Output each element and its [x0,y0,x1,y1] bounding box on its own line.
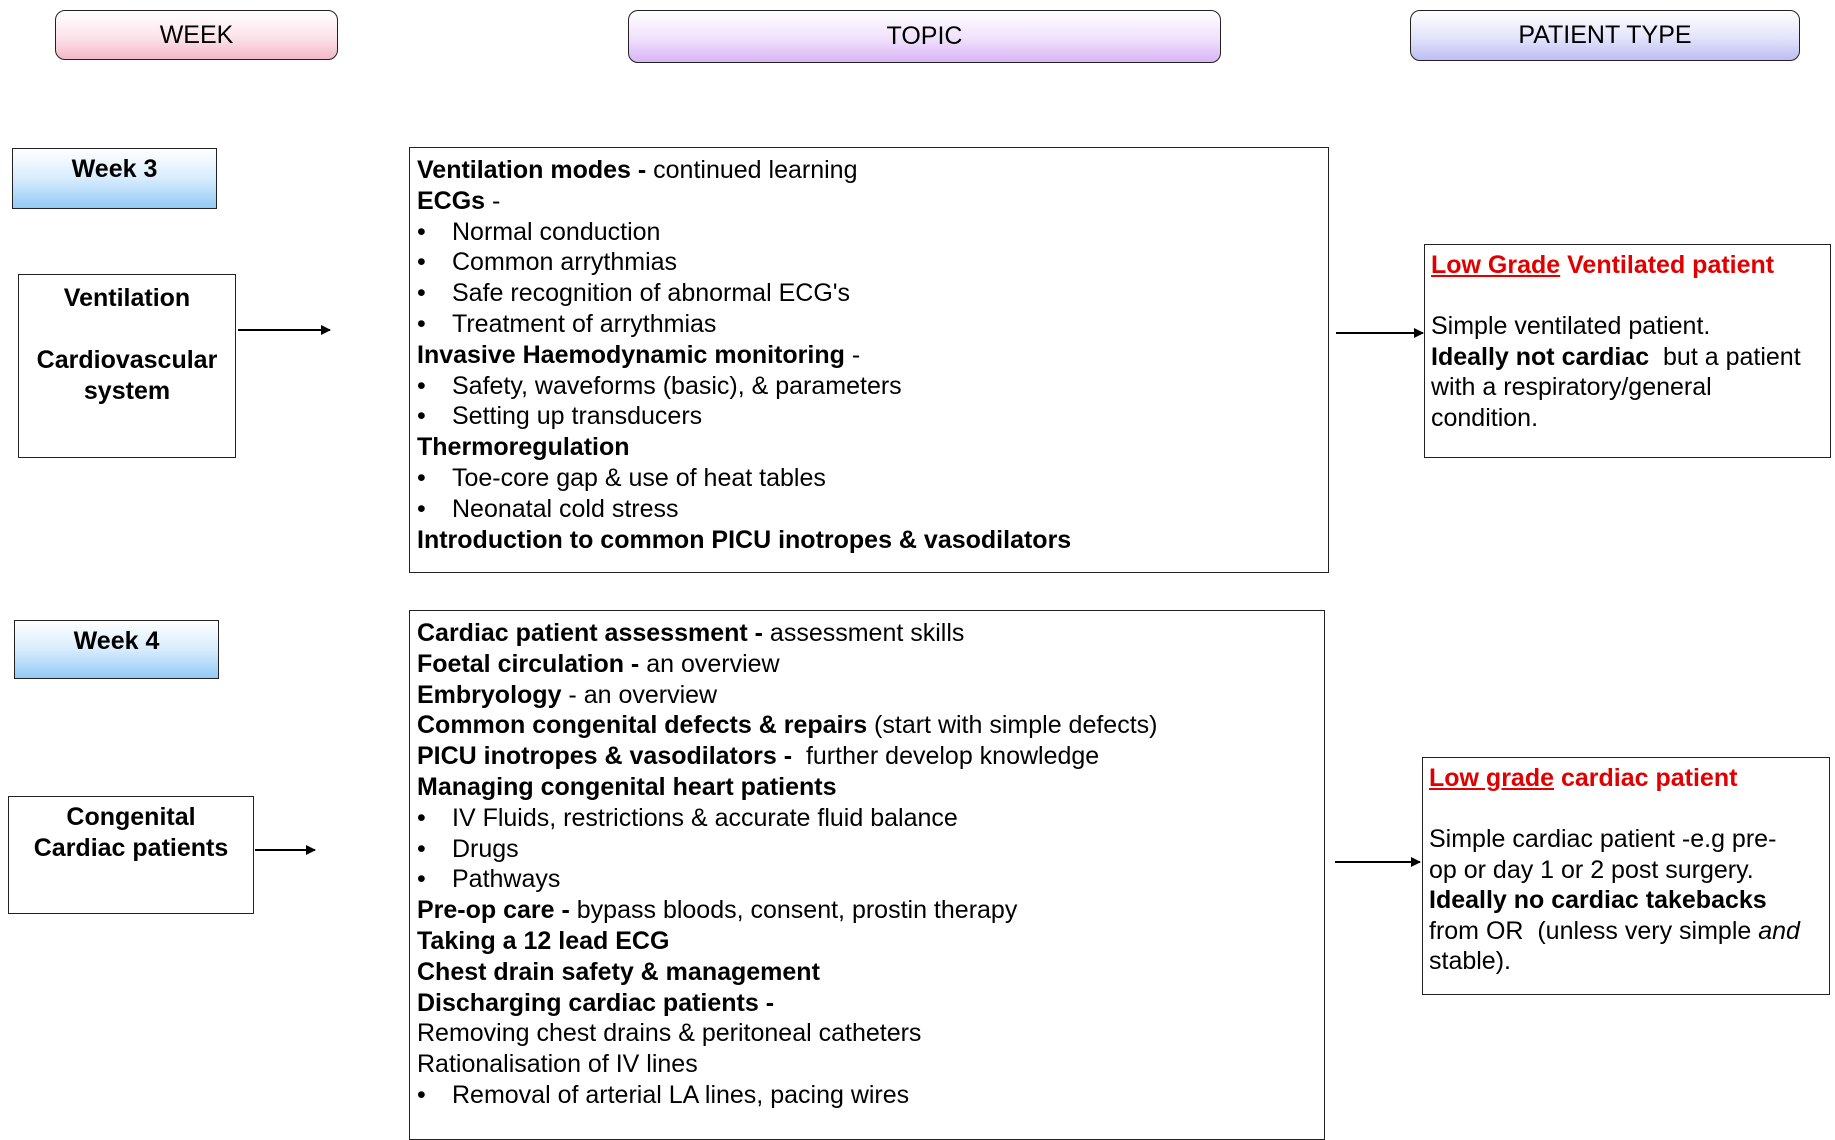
topic-heading: Discharging cardiac patients - [417,988,775,1017]
topic-heading: Taking a 12 lead ECG [417,926,670,955]
topic-line [417,926,1324,957]
header-topic: TOPIC [628,10,1221,63]
patient-type: Ventilated patient [1560,251,1775,279]
topic-heading: Chest drain safety & management [417,957,820,986]
header-patient-type: PATIENT TYPE [1410,10,1800,61]
patient-desc-line: stable). [1429,947,1511,975]
patient-title [1431,250,1830,281]
topic-text: Common arrythmias [452,248,678,277]
category-line: system [83,377,171,405]
topic-bullet-item [417,864,1324,895]
bullet-icon: • [417,402,426,431]
category-line: Cardiovascular [36,346,218,374]
topic-line [417,772,1324,803]
bullet-icon: • [417,279,426,308]
topic-text: Neonatal cold stress [452,494,679,523]
topic-bullet-item [417,834,1324,865]
topic-line [417,957,1324,988]
patient-desc-bold: Ideally not cardiac [1431,342,1650,371]
topic-heading: Invasive Haemodynamic monitoring [417,340,845,369]
week-4-label: Week 4 [14,620,219,679]
topic-bullet-item [417,463,1328,494]
topic-line [417,340,1328,371]
topic-bullet-item [417,309,1328,340]
topic-text: Pathways [452,865,561,894]
topic-bullet-item [417,217,1328,248]
bullet-icon: • [417,834,426,863]
topic-bullet-item [417,803,1324,834]
topic-line [417,525,1328,556]
topic-line [417,1049,1324,1080]
topic-text: assessment skills [769,619,965,647]
topic-text: Rationalisation of IV lines [417,1050,698,1079]
patient-desc-line [1431,342,1830,373]
topic-heading: Introduction to common PICU inotropes & vasodilators [417,525,1072,554]
topic-bullet-item [417,1080,1324,1111]
week-3-label: Week 3 [12,148,217,209]
patient-desc-line [1429,885,1829,916]
bullet-icon: • [417,803,426,832]
topic-line [417,1018,1324,1049]
topic-line [417,618,1324,649]
topic-text: Removal of arterial LA lines, pacing wires [452,1080,910,1109]
week-4-patient-box [1422,757,1830,995]
bullet-icon: • [417,494,426,523]
topic-text: an overview [646,649,780,678]
bullet-icon: • [417,248,426,277]
patient-desc-rest: from OR (unless very simple [1429,916,1759,945]
topic-bullet-item [417,371,1328,402]
patient-desc-line [1429,916,1829,947]
topic-text: Toe-core gap & use of heat tables [452,463,826,492]
topic-text: bypass bloods, consent, prostin therapy [576,896,1018,925]
topic-heading: Foetal circulation - [417,649,647,678]
topic-text: further develop knowledge [799,742,1100,771]
week-3-patient-box [1424,244,1831,458]
patient-desc-bold: Ideally no cardiac takebacks [1429,886,1767,914]
topic-line [417,895,1324,926]
topic-text: continued learning [653,156,858,184]
topic-text: Normal conduction [452,217,661,246]
bullet-icon: • [417,217,426,246]
patient-desc-line: condition. [1431,403,1539,432]
topic-heading: Thermoregulation [417,433,630,462]
topic-text: Removing chest drains & peritoneal catheters [417,1019,922,1048]
topic-text: - [844,340,861,369]
patient-desc-line: with a respiratory/general [1431,373,1712,401]
topic-heading: Managing congenital heart patients [417,772,837,801]
topic-heading: Embryology [417,680,562,709]
topic-text: IV Fluids, restrictions & accurate fluid balance [452,803,958,832]
patient-desc-italic: and [1758,916,1800,945]
topic-line [417,432,1328,463]
bullet-icon: • [417,865,426,894]
topic-heading: Ventilation modes - [417,156,654,184]
topic-line [417,155,1328,186]
topic-text: Drugs [452,834,519,863]
bullet-icon: • [417,463,426,492]
patient-desc-line: Simple ventilated patient. [1431,312,1711,340]
category-line: Ventilation [63,284,191,312]
topic-text: Safe recognition of abnormal ECG's [452,279,851,308]
topic-line [417,710,1324,741]
patient-grade: Low Grade [1431,251,1561,279]
patient-desc-line: Simple cardiac patient -e.g pre- [1429,825,1777,853]
patient-grade: Low grade [1429,764,1555,792]
week-4-topic-box [409,610,1325,1140]
topic-line [417,741,1324,772]
category-line: Congenital [66,803,196,831]
week-4-category-box [8,796,254,914]
patient-desc-rest: but a patient [1649,342,1801,371]
topic-bullet-item [417,247,1328,278]
topic-line [417,186,1328,217]
topic-text: Safety, waveforms (basic), & parameters [452,371,902,400]
topic-bullet-item [417,401,1328,432]
topic-text: Treatment of arrythmias [452,309,717,338]
patient-title [1429,763,1829,794]
topic-heading: Pre-op care - [417,896,577,925]
topic-line [417,649,1324,680]
topic-heading: Cardiac patient assessment - [417,619,770,647]
topic-bullet-item [417,278,1328,309]
patient-type: cardiac patient [1554,764,1738,792]
topic-heading: Common congenital defects & repairs [417,711,868,740]
header-week: WEEK [55,10,338,60]
topic-text: - an overview [561,680,718,709]
bullet-icon: • [417,1080,426,1109]
week-3-category-box [18,274,236,458]
topic-heading: ECGs [417,186,486,215]
topic-text: - [485,186,501,215]
topic-line [417,680,1324,711]
bullet-icon: • [417,371,426,400]
week-3-topic-box [409,147,1329,573]
bullet-icon: • [417,309,426,338]
topic-text: (start with simple defects) [867,711,1158,740]
topic-line [417,988,1324,1019]
category-line: Cardiac patients [33,834,229,862]
topic-text: Setting up transducers [452,402,703,431]
patient-desc-line: op or day 1 or 2 post surgery. [1429,855,1754,884]
topic-heading: PICU inotropes & vasodilators - [417,742,800,771]
topic-bullet-item [417,494,1328,525]
